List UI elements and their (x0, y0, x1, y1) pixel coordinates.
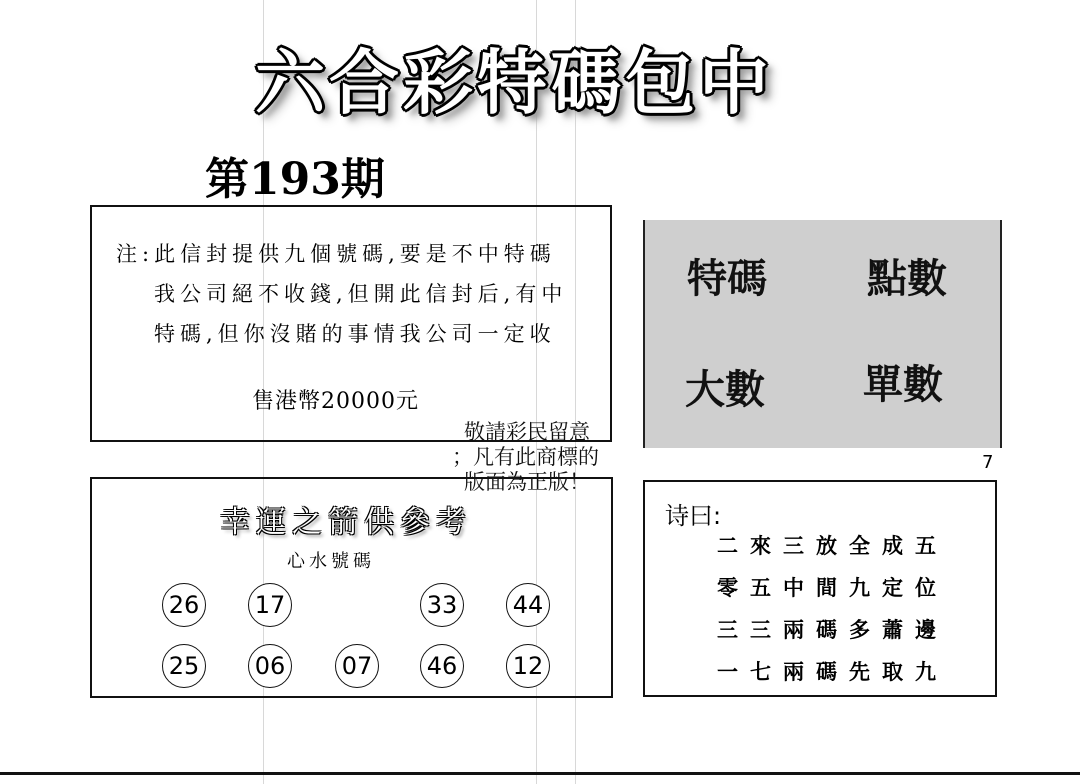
poem-line-3: 三三兩碼多蕭邊 (717, 617, 948, 642)
number-circle: 33 (420, 583, 464, 627)
notice-line-1: 注:此信封提供九個號碼,要是不中特碼 (116, 242, 556, 266)
poem-line-2: 零五中間九定位 (717, 575, 948, 600)
issue-number: 第193期 (205, 154, 385, 205)
page-number: 7 (982, 452, 994, 473)
number-circle: 44 (506, 583, 550, 627)
number-circle: 46 (420, 644, 464, 688)
number-circle: 17 (248, 583, 292, 627)
notice-line-2: 我公司絕不收錢,但開此信封后,有中 (154, 282, 568, 306)
bottom-border-line (0, 772, 1080, 775)
main-title: 六合彩特碼包中 (255, 41, 773, 124)
number-circle: 07 (335, 644, 379, 688)
number-circle: 06 (248, 644, 292, 688)
gray-word-odd: 單數 (863, 362, 943, 408)
authenticity-note-line-3: 版面為正版！ (464, 470, 590, 494)
poem-box (643, 480, 997, 697)
gray-word-points: 點數 (867, 256, 947, 302)
authenticity-note-line-2: ；凡有此商標的 (452, 445, 599, 469)
lucky-subtitle: 心水號碼 (287, 551, 375, 572)
gray-panel (643, 220, 1002, 448)
lucky-numbers-box (90, 477, 613, 698)
poem-line-1: 二來三放全成五 (717, 533, 948, 558)
gray-word-special-code: 特碼 (687, 256, 767, 302)
notice-line-3: 特碼,但你沒賭的事情我公司一定收 (154, 322, 556, 346)
notice-box (90, 205, 612, 442)
poem-label: 诗曰: (665, 502, 722, 530)
gray-word-big: 大數 (685, 367, 765, 413)
number-circle: 25 (162, 644, 206, 688)
lucky-title: 幸運之箭供參考 (220, 505, 472, 540)
number-circle: 12 (506, 644, 550, 688)
authenticity-note-line-1: 敬請彩民留意 (464, 420, 590, 444)
poem-line-4: 一七兩碼先取九 (717, 659, 948, 684)
number-circle: 26 (162, 583, 206, 627)
price-text: 售港幣20000元 (252, 389, 419, 414)
